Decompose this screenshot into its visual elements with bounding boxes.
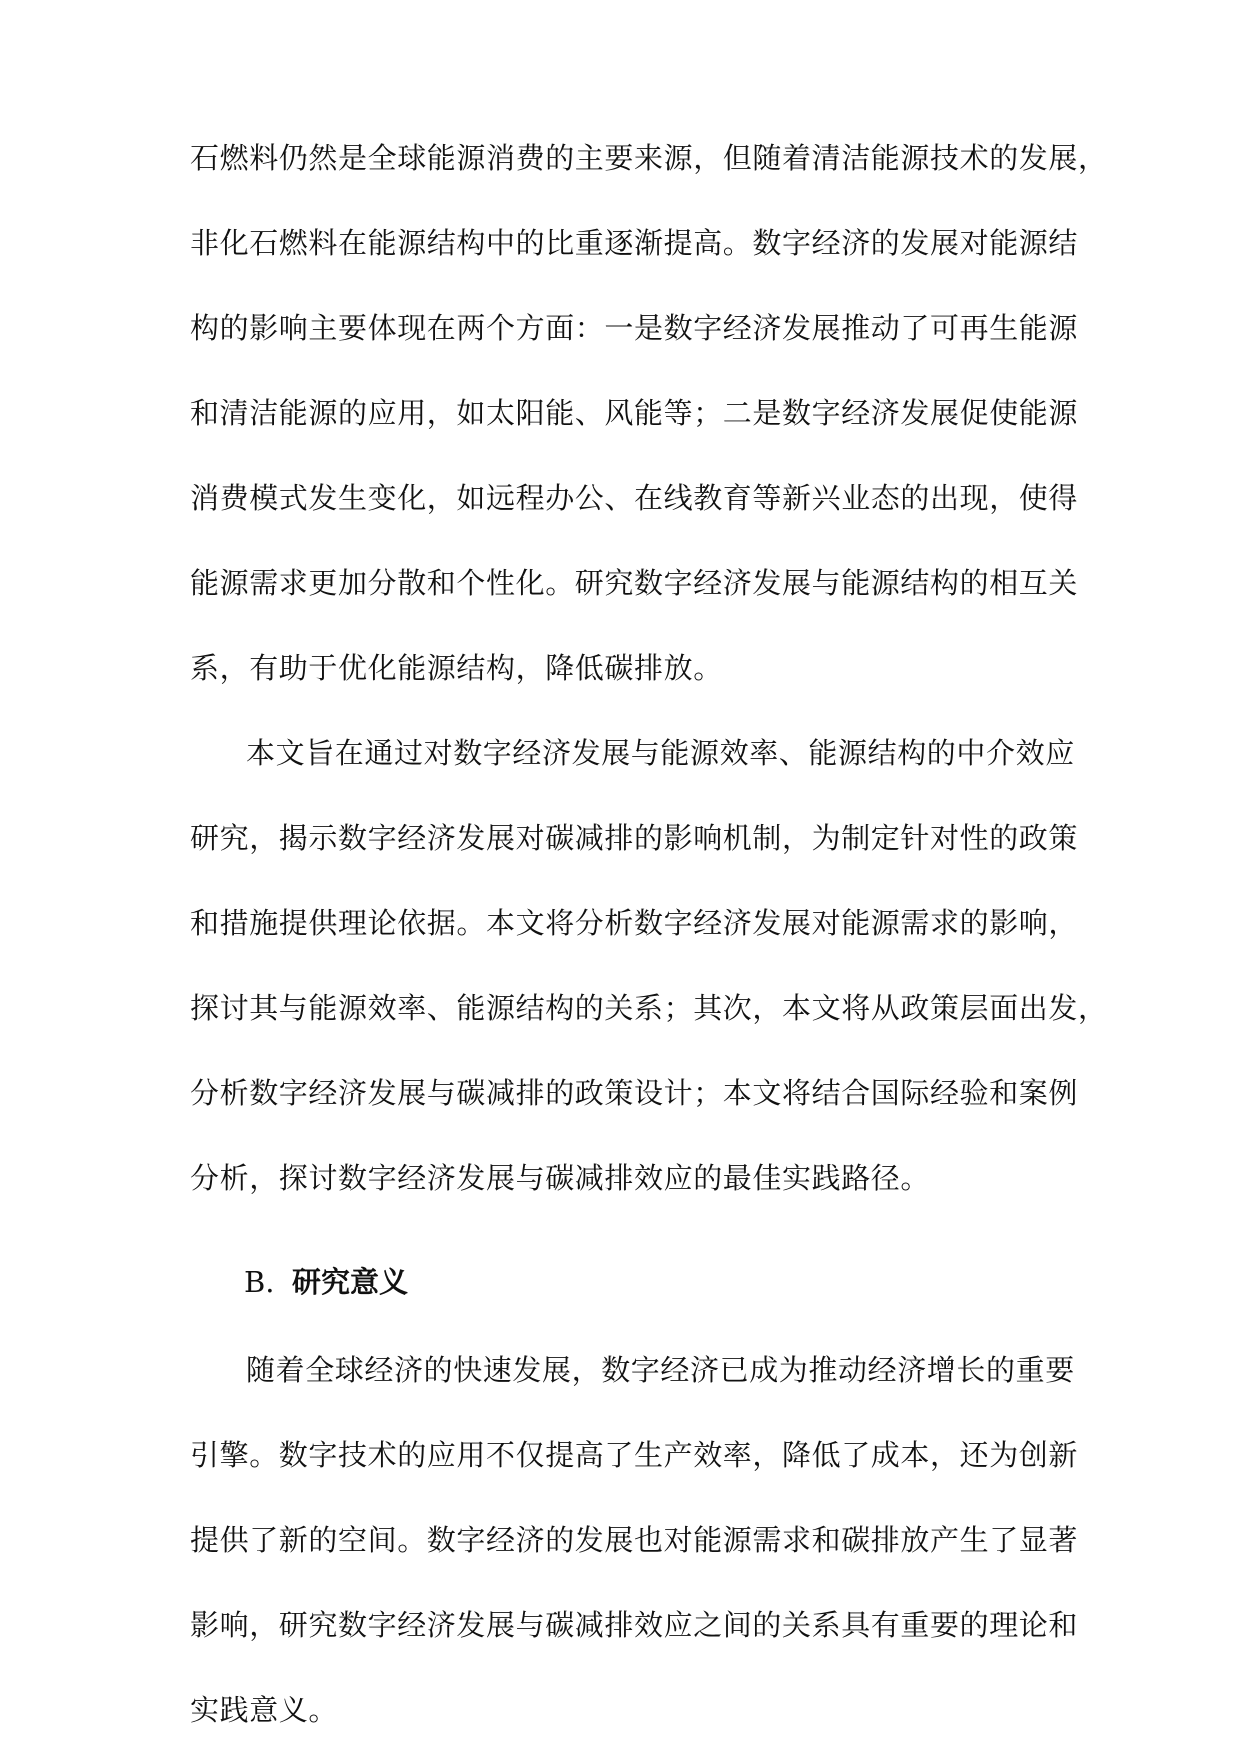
text-line: 分析数字经济发展与碳减排的政策设计；本文将结合国际经验和案例 (190, 1076, 1079, 1110)
text-line: 系，有助于优化能源结构，降低碳排放。 (190, 651, 723, 685)
text-line: 实践意义。 (190, 1693, 339, 1727)
text-line: 和措施提供理论依据。本文将分析数字经济发展对能源需求的影响， (190, 906, 1079, 940)
section-title: 研究意义 (292, 1265, 409, 1299)
text-line: 石燃料仍然是全球能源消费的主要来源，但随着清洁能源技术的发展， (190, 141, 1108, 175)
text-line: 能源需求更加分散和个性化。研究数字经济发展与能源结构的相互关 (190, 566, 1079, 600)
text-line: 随着全球经济的快速发展，数字经济已成为推动经济增长的重要 (246, 1353, 1075, 1387)
text-line: 探讨其与能源效率、能源结构的关系；其次，本文将从政策层面出发， (190, 991, 1108, 1025)
text-line: 分析，探讨数字经济发展与碳减排效应的最佳实践路径。 (190, 1161, 931, 1195)
text-line: 研究，揭示数字经济发展对碳减排的影响机制，为制定针对性的政策 (190, 821, 1079, 855)
text-line: 引擎。数字技术的应用不仅提高了生产效率，降低了成本，还为创新 (190, 1438, 1079, 1472)
text-line: 本文旨在通过对数字经济发展与能源效率、能源结构的中介效应 (246, 736, 1075, 770)
section-heading (244, 1252, 844, 1312)
section-number: B. (244, 1265, 275, 1299)
text-line: 非化石燃料在能源结构中的比重逐渐提高。数字经济的发展对能源结 (190, 226, 1079, 260)
text-line: 提供了新的空间。数字经济的发展也对能源需求和碳排放产生了显著 (190, 1523, 1079, 1557)
text-line: 影响，研究数字经济发展与碳减排效应之间的关系具有重要的理论和 (190, 1608, 1079, 1642)
text-line: 和清洁能源的应用，如太阳能、风能等；二是数字经济发展促使能源 (190, 396, 1079, 430)
text-line: 消费模式发生变化，如远程办公、在线教育等新兴业态的出现，使得 (190, 481, 1079, 515)
text-line: 构的影响主要体现在两个方面：一是数字经济发展推动了可再生能源 (190, 311, 1079, 345)
